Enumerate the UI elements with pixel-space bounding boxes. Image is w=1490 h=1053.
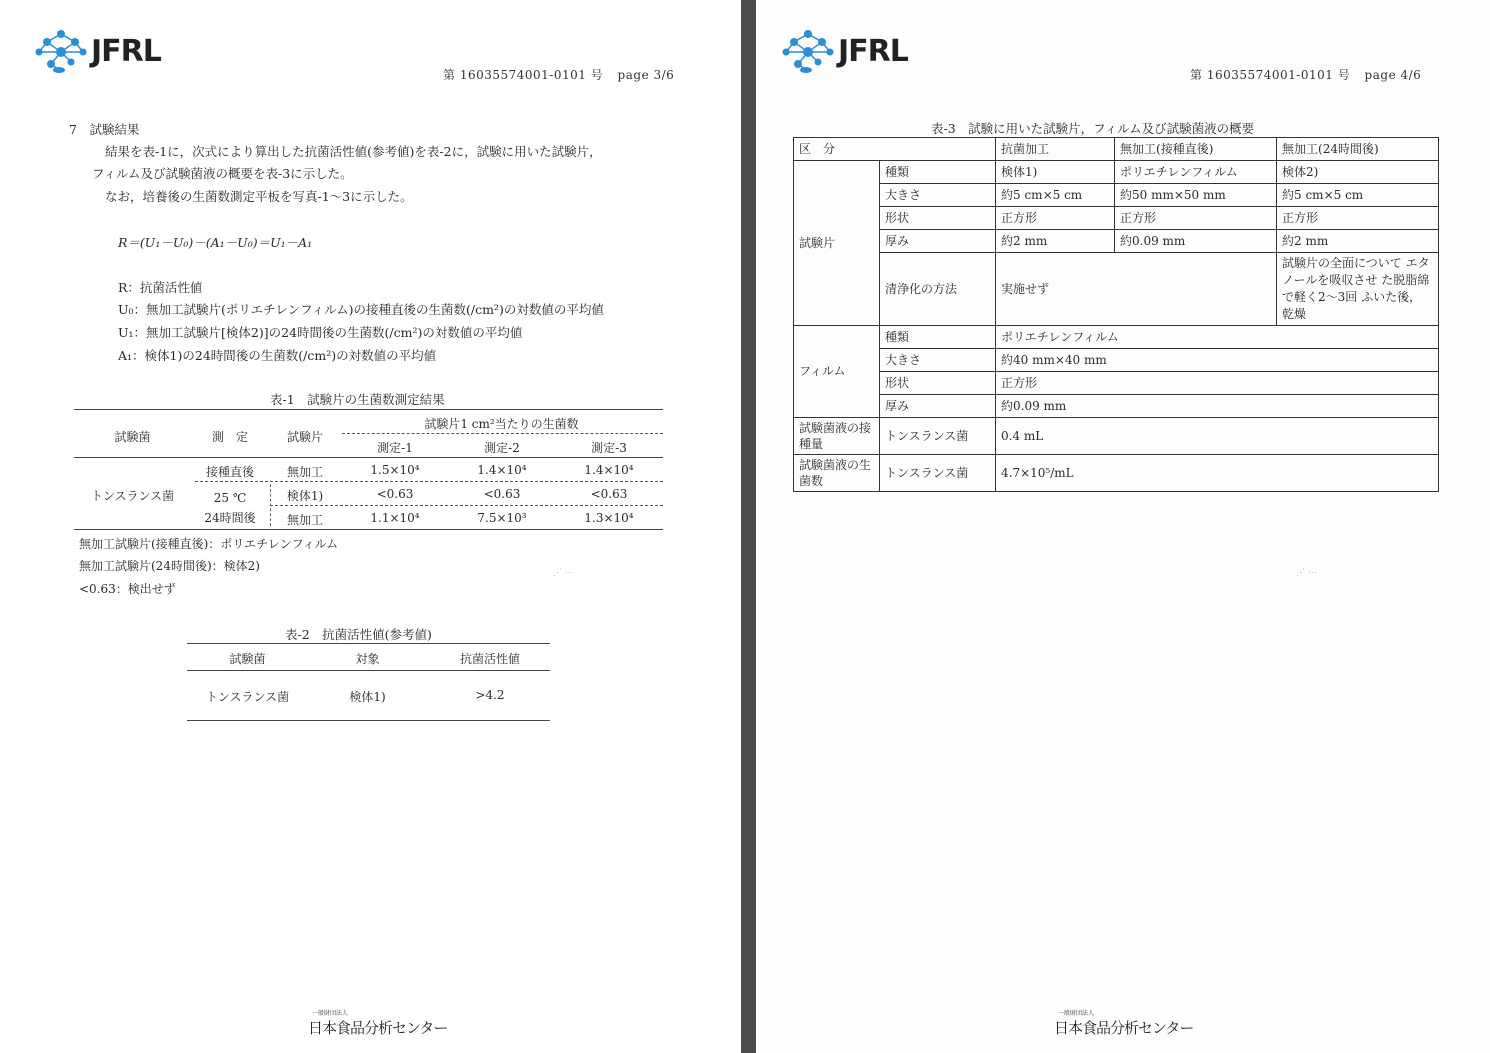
table3-cell: 約5 cm×5 cm	[996, 184, 1115, 207]
table3-cell: 検体2)	[1277, 161, 1439, 184]
table1-bacteria: トンスランス菌	[90, 489, 175, 503]
footer-main-text: 日本食品分析センター	[1054, 1019, 1194, 1037]
table3-cell: 約2 mm	[1277, 230, 1439, 253]
table1-row3-v2: 7.5×10³	[477, 511, 527, 525]
table1-header-m1: 測定-1	[377, 441, 413, 455]
table1-row1-timing: 接種直後	[205, 465, 254, 479]
table3-cell: 約5 cm×5 cm	[1277, 184, 1439, 207]
table3-cell: 約0.09 mm	[1115, 230, 1277, 253]
table1-row2-v2: <0.63	[483, 487, 521, 501]
table1-header-m3: 測定-3	[591, 441, 627, 455]
table3-cell: 0.4 mL	[996, 418, 1439, 455]
table3-cell: 検体1)	[996, 161, 1115, 184]
table3-label-kind: 種類	[880, 326, 996, 349]
table1-after24: 24時間後	[204, 511, 256, 525]
table3-cell: 約50 mm×50 mm	[1115, 184, 1277, 207]
table3-header-col1: 抗菌加工	[996, 138, 1115, 161]
table3-label-shape: 形状	[880, 372, 996, 395]
page-number: page 3/6	[617, 68, 675, 82]
table1-row1-v3: 1.4×10⁴	[584, 463, 634, 477]
table2-value: >4.2	[475, 688, 505, 702]
table2-header-target: 対象	[355, 652, 380, 666]
table3-group-film: フィルム	[794, 326, 880, 418]
table1-row2-specimen: 検体1)	[286, 489, 324, 503]
doc-number: 第 16035574001-0101 号	[1190, 68, 1351, 82]
table3-header-category: 区 分	[794, 138, 996, 161]
table3-cell: ポリエチレンフィルム	[1115, 161, 1277, 184]
document-number	[1190, 66, 1421, 83]
table3-cell-clean-method: 試験片の全面について エタノールを吸収させ た脱脂綿で軽く2～3回 ふいた後，乾燥	[1277, 253, 1439, 326]
table3-caption: 表-3 試験に用いた試験片，フィルム及び試験菌液の概要	[931, 121, 1255, 136]
table1-row3-v1: 1.1×10⁴	[370, 511, 420, 525]
table2-bacteria: トンスランス菌	[205, 690, 290, 704]
table1-row1-v2: 1.4×10⁴	[477, 463, 527, 477]
table3-cell: 約0.09 mm	[996, 395, 1439, 418]
table3-label-thickness: 厚み	[880, 230, 996, 253]
document-page-3: JFRL 第 16035574001-0101 号 page 3/6 7 試験結果 結果を表-1に，次式により算出した抗菌活性値(参考値)を表-2に，試験に用いた試験片， フィルム及び試験菌液の概要を表-3に示した。 なお，培養後の生菌数測定平板を写真-1～3に示した。 R＝(U₁－U₀)－(A₁－U₀)＝U₁－A₁ R：抗菌活性値 U₀：無加工試験片(ポリエチレンフィルム)の接種直後の生菌数(/cm²)の対数値の平均値 U₁：無加工試験片[検体2)]の24時間後の生菌数(/cm²)の対数値の平均値 A₁：検体1)の24時間後の生菌数(/cm²)の対数値の平均値 表-1 試験片の生菌数測定結果 試験菌 測 定 試験片 試験片1 cm²当たりの生菌数 測定-1 測定-2 測定-3 トンスランス菌 接種直後 無加工 1.5×10⁴ 1.4×10⁴ 1.4×10⁴ 25 ℃ 24時間後 検体1) <0.63 <0.63 <0.63 無加工 1.1×10⁴ 7.5×10³ 1.3×10⁴ 無加工試験片(接種直後)：ポリエチレンフィルム 無加工試験片(24時間後)：検体2) <0.63：検出せず 表-2 抗菌活性値(参考値) 試験菌 対象 抗菌活性値 トンスランス菌 検体1) >4.2 ⋰ ⋯ 一般財団法人 日本食品分析センター	[0, 0, 741, 1053]
table1-row2-v3: <0.63	[590, 487, 628, 501]
table3-label-size: 大きさ	[880, 184, 996, 207]
footer-organization	[1054, 1008, 1193, 1038]
table3-cell: 約2 mm	[996, 230, 1115, 253]
footer-small-text: 一般財団法人	[1058, 1010, 1095, 1017]
jfrl-logo	[780, 28, 908, 74]
table3-header-col3: 無加工(24時間後)	[1277, 138, 1439, 161]
table1-header-count: 試験片1 cm²当たりの生菌数	[424, 417, 579, 431]
table1-row2-v1: <0.63	[376, 487, 414, 501]
paragraph-line: なお，培養後の生菌数測定平板を写真-1～3に示した。	[105, 189, 413, 204]
table1-row3-specimen: 無加工	[286, 513, 323, 527]
table1-note: 無加工試験片(24時間後)：検体2)	[79, 559, 260, 573]
logo-text: JFRL	[838, 33, 908, 69]
paragraph-line: フィルム及び試験菌液の概要を表-3に示した。	[92, 166, 353, 181]
jfrl-network-icon	[780, 28, 836, 74]
section-title: 7 試験結果	[69, 122, 140, 137]
footer-organization	[308, 1008, 447, 1038]
table3-cell: 正方形	[1115, 207, 1277, 230]
table3-label-clean: 清浄化の方法	[880, 253, 996, 326]
table1-row1-specimen: 無加工	[286, 465, 323, 479]
table3-label-shape: 形状	[880, 207, 996, 230]
table2-caption: 表-2 抗菌活性値(参考値)	[285, 627, 432, 642]
definition-u0: U₀：無加工試験片(ポリエチレンフィルム)の接種直後の生菌数(/cm²)の対数値の平均値	[118, 302, 604, 317]
table3-cell: 正方形	[996, 372, 1439, 395]
table1-caption: 表-1 試験片の生菌数測定結果	[270, 392, 445, 407]
table3-label-kind: 種類	[880, 161, 996, 184]
doc-number: 第 16035574001-0101 号	[443, 68, 604, 82]
definition-a1: A₁：検体1)の24時間後の生菌数(/cm²)の対数値の平均値	[118, 348, 437, 363]
table2-target: 検体1)	[349, 690, 386, 704]
formula: R＝(U₁－U₀)－(A₁－U₀)＝U₁－A₁	[118, 235, 313, 250]
table1-header-m2: 測定-2	[484, 441, 520, 455]
table3-cell: トンスランス菌	[880, 455, 996, 492]
table3-label-thickness: 厚み	[880, 395, 996, 418]
definition-u1: U₁：無加工試験片[検体2)]の24時間後の生菌数(/cm²)の対数値の平均値	[118, 325, 523, 340]
table1-row3-v3: 1.3×10⁴	[584, 511, 634, 525]
table3-cell: トンスランス菌	[880, 418, 996, 455]
logo-text: JFRL	[91, 33, 161, 69]
document-page-4: JFRL 第 16035574001-0101 号 page 4/6 表-3 試験に用いた試験片，フィルム及び試験菌液の概要 区 分 抗菌加工 無加工(接種直後) 無加工(24時間後) 試験片 種類 検体1) ポリエチレンフィルム 検体2) 大きさ 約5 cm×5 cm 約50 mm×50 mm 約5 cm×5 cm 形状 正方形 正方形 正方形 厚み 約2 mm 約0.09 mm 約2 mm 清浄化の方法 実施せず 試験片の全面について エタノールを吸収させ た脱脂綿で軽く2～3回 ふいた後，乾燥 フィルム 種類 ポリエチレンフィルム 大きさ 約40 mm×40 mm 形状 正方形 厚み 約0.09 mm 試験菌液の接種量 トンスランス菌 0.4 mL 試験菌液の生菌数 トンスランス菌 4.7×10⁵/mL ⋰ ⋯ 一般財団法人 日本食品分析センター	[756, 0, 1490, 1053]
table2-header-bacteria: 試験菌	[229, 652, 266, 666]
paragraph-line: 結果を表-1に，次式により算出した抗菌活性値(参考値)を表-2に，試験に用いた試験片，	[105, 144, 602, 159]
table3	[793, 137, 1439, 492]
table1-note: <0.63：検出せず	[79, 582, 176, 596]
table1-header-specimen: 試験片	[286, 430, 323, 444]
table3-label-count: 試験菌液の生菌数	[794, 455, 880, 492]
table3-cell: 実施せず	[996, 253, 1277, 326]
table3-cell: 約40 mm×40 mm	[996, 349, 1439, 372]
table3-group-specimen: 試験片	[794, 161, 880, 326]
footer-small-text: 一般財団法人	[312, 1010, 349, 1017]
table3-cell: ポリエチレンフィルム	[996, 326, 1439, 349]
footer-main-text: 日本食品分析センター	[308, 1019, 448, 1037]
page-number: page 4/6	[1364, 68, 1422, 82]
table1-header-measure: 測 定	[211, 430, 248, 444]
table1-row1-v1: 1.5×10⁴	[370, 463, 420, 477]
jfrl-logo	[33, 28, 161, 74]
table1-temperature: 25 ℃	[213, 491, 247, 505]
table3-label-inoculum: 試験菌液の接種量	[794, 418, 880, 455]
jfrl-network-icon	[33, 28, 89, 74]
table3-cell: 4.7×10⁵/mL	[996, 455, 1439, 492]
table3-cell: 正方形	[996, 207, 1115, 230]
document-number	[443, 66, 674, 83]
table3-header-col2: 無加工(接種直後)	[1115, 138, 1277, 161]
table1-note: 無加工試験片(接種直後)：ポリエチレンフィルム	[79, 537, 339, 551]
definition-r: R：抗菌活性値	[118, 280, 203, 295]
table3-label-size: 大きさ	[880, 349, 996, 372]
table2-header-value: 抗菌活性値	[459, 652, 520, 666]
table1-header-bacteria: 試験菌	[114, 430, 151, 444]
table3-cell: 正方形	[1277, 207, 1439, 230]
